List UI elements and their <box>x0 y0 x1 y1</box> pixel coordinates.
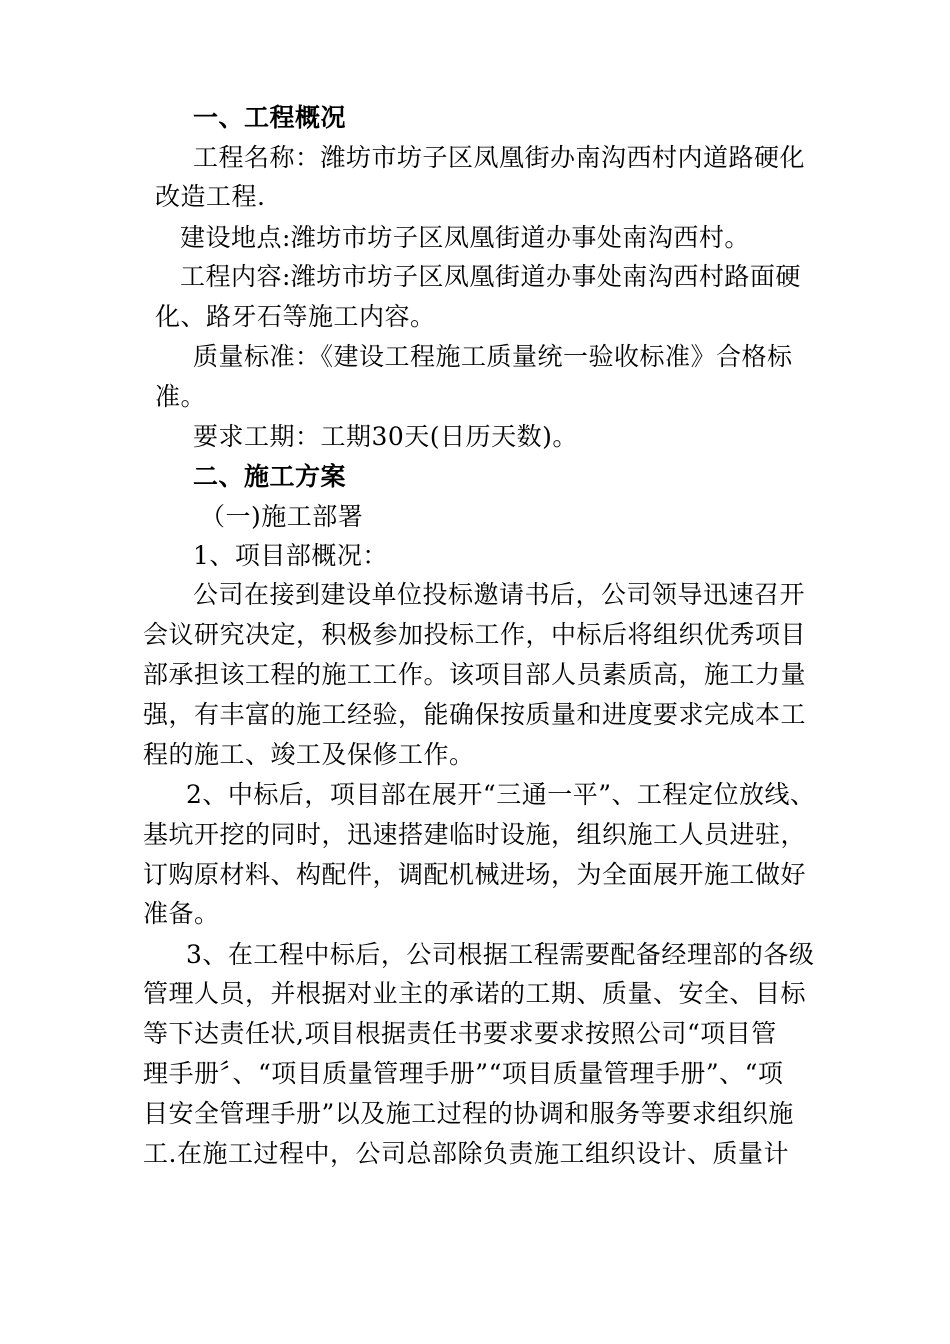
paragraph-line: 2、中标后，项目部在展开“三通一平”、工程定位放线、 <box>186 780 816 809</box>
paragraph-line: 改造工程. <box>155 182 266 211</box>
paragraph-line: 工程内容:潍坊市坊子区凤凰街道办事处南沟西村路面硬 <box>180 262 801 291</box>
section-heading-2: 二、施工方案 <box>193 462 347 491</box>
paragraph-line: 准备。 <box>143 899 220 928</box>
paragraph-line: 目安全管理手册”以及施工过程的协调和服务等要求组织施 <box>143 1099 794 1128</box>
paragraph-line: 部承担该工程的施工工作。该项目部人员素质高，施工力量 <box>143 660 807 689</box>
paragraph-line: 工.在施工过程中，公司总部除负责施工组织设计、质量计 <box>143 1139 789 1168</box>
paragraph-line: 3、在工程中标后，公司根据工程需要配备经理部的各级 <box>186 940 815 969</box>
section-heading-1: 一、工程概况 <box>193 103 347 132</box>
paragraph-line: 化、路牙石等施工内容。 <box>155 302 436 331</box>
paragraph-line: 公司在接到建设单位投标邀请书后，公司领导迅速召开 <box>193 580 806 609</box>
paragraph-line: 订购原材料、构配件，调配机械进场，为全面展开施工做好 <box>143 860 807 889</box>
subsection-heading: （一)施工部署 <box>200 502 364 531</box>
paragraph-line: 要求工期：工期30天(日历天数)。 <box>193 422 578 451</box>
item-heading: 1、项目部概况： <box>193 541 388 570</box>
paragraph-line: 建设地点:潍坊市坊子区凤凰街道办事处南沟西村。 <box>180 223 750 252</box>
paragraph-line: 管理人员，并根据对业主的承诺的工期、质量、安全、目标 <box>143 979 807 1008</box>
paragraph-line: 程的施工、竣工及保修工作。 <box>143 740 475 769</box>
paragraph-line: 质量标准：《建设工程施工质量统一验收标准》合格标 <box>193 342 793 371</box>
paragraph-line: 工程名称：潍坊市坊子区凤凰街办南沟西村内道路硬化 <box>193 143 806 172</box>
paragraph-line: 会议研究决定，积极参加投标工作，中标后将组织优秀项目 <box>143 620 807 649</box>
paragraph-line: 基坑开挖的同时，迅速搭建临时设施，组织施工人员进驻， <box>143 820 807 849</box>
paragraph-line: 准。 <box>155 382 207 411</box>
paragraph-line: 理手册〞、“项目质量管理手册”“项目质量管理手册”、“项 <box>143 1059 784 1088</box>
paragraph-line: 等下达责任状,项目根据责任书要求要求按照公司“项目管 <box>143 1019 777 1048</box>
paragraph-line: 强，有丰富的施工经验，能确保按质量和进度要求完成本工 <box>143 700 807 729</box>
